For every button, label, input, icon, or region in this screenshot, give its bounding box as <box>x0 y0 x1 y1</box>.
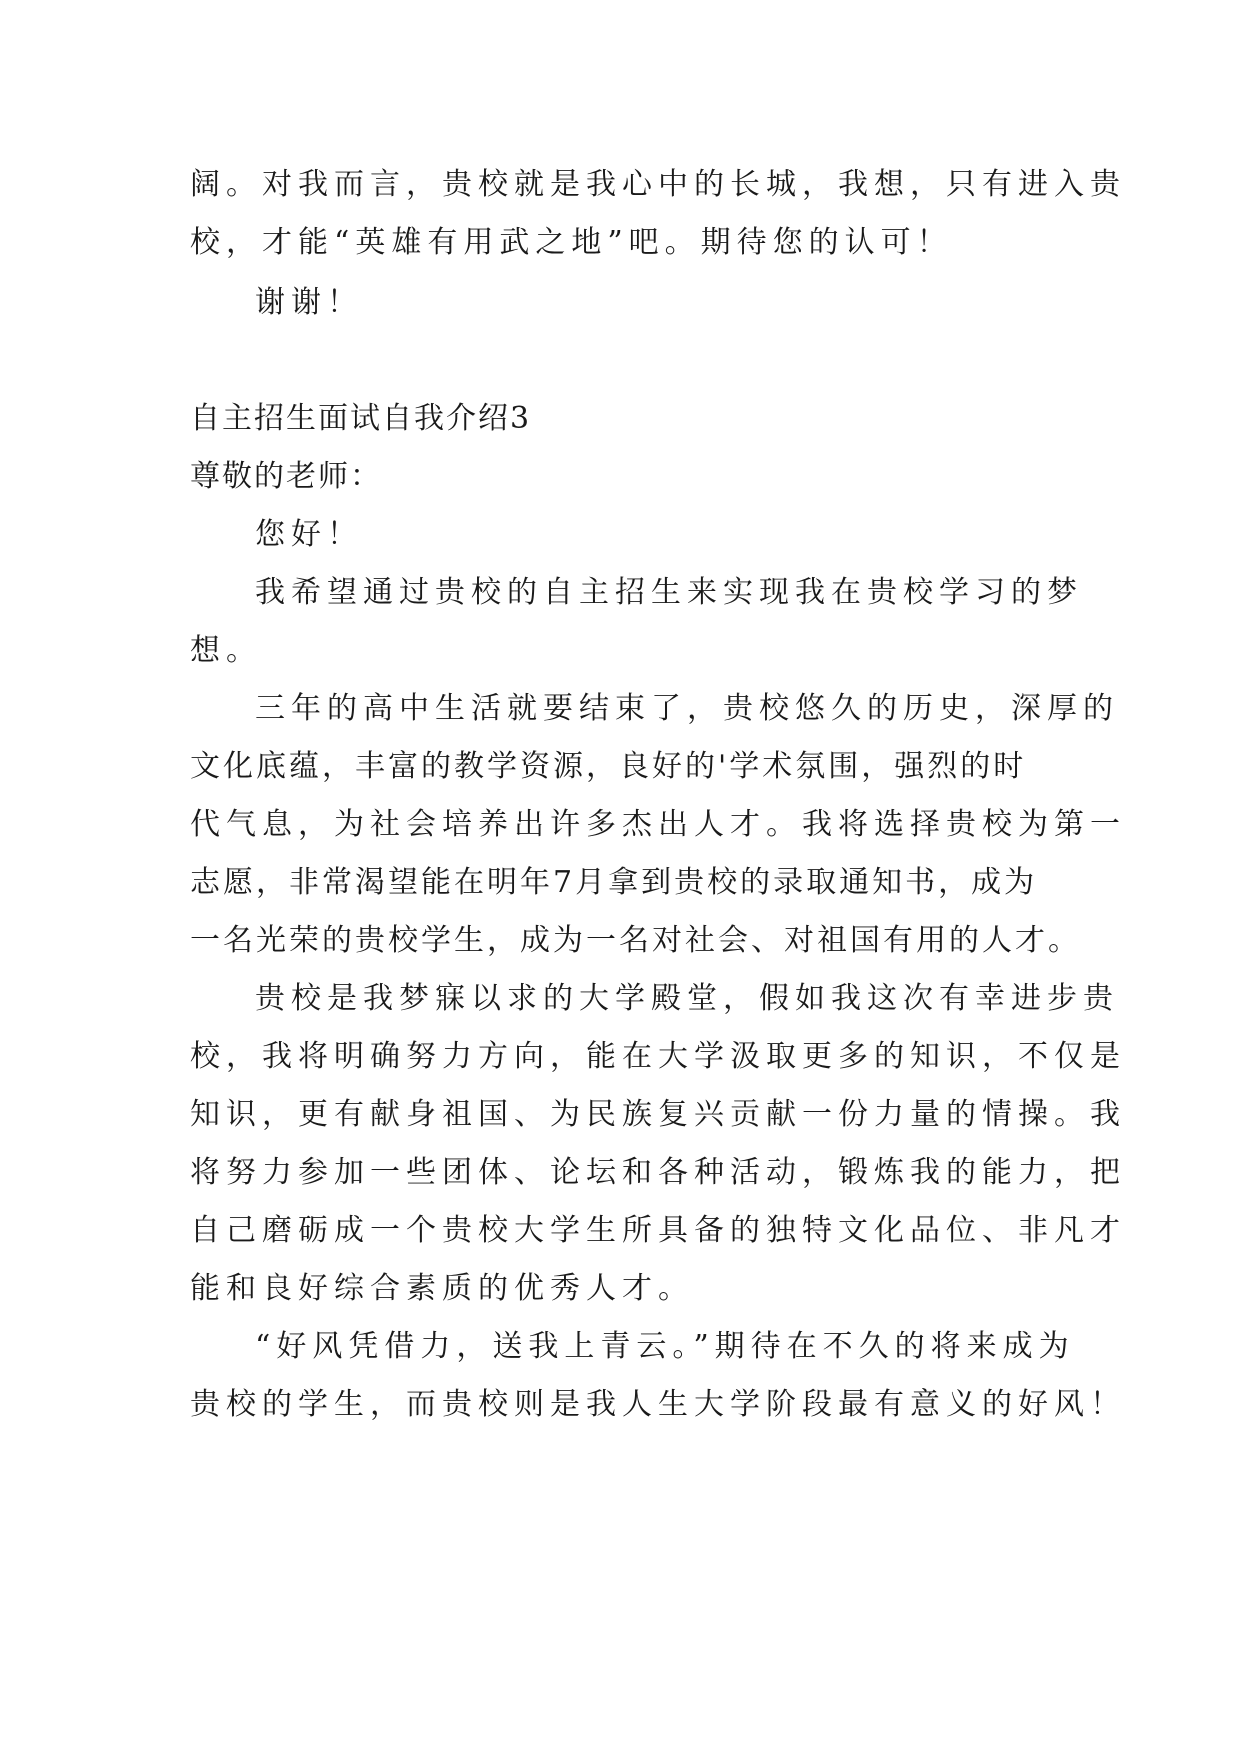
greeting: 您好！ <box>255 517 363 552</box>
paragraph-line: 贵校的学生，而贵校则是我人生大学阶段最有意义的好风！ <box>190 1387 1126 1422</box>
closing-thanks: 谢谢！ <box>255 285 363 320</box>
paragraph-line: 自己磨砺成一个贵校大学生所具备的独特文化品位、非凡才 <box>190 1213 1126 1248</box>
paragraph-line: 代气息，为社会培养出许多杰出人才。我将选择贵校为第一 <box>190 807 1126 842</box>
paragraph-line: “好风凭借力，送我上青云。”期待在不久的将来成为 <box>255 1329 1075 1364</box>
section-heading: 自主招生面试自我介绍3 <box>190 401 532 436</box>
paragraph-line: 校，才能“英雄有用武之地”吧。期待您的认可！ <box>190 225 953 260</box>
paragraph-line: 想。 <box>190 633 262 668</box>
salutation: 尊敬的老师： <box>190 459 382 494</box>
paragraph-line: 志愿，非常渴望能在明年7月拿到贵校的录取通知书，成为 <box>190 865 1038 900</box>
paragraph-line: 贵校是我梦寐以求的大学殿堂，假如我这次有幸进步贵 <box>255 981 1119 1016</box>
paragraph-line: 我希望通过贵校的自主招生来实现我在贵校学习的梦 <box>255 575 1083 610</box>
paragraph-line: 阔。对我而言，贵校就是我心中的长城，我想，只有进入贵 <box>190 167 1126 202</box>
paragraph-line: 校，我将明确努力方向，能在大学汲取更多的知识，不仅是 <box>190 1039 1126 1074</box>
paragraph-line: 一名光荣的贵校学生，成为一名对社会、对祖国有用的人才。 <box>190 923 1081 958</box>
paragraph-line: 文化底蕴，丰富的教学资源，良好的'学术氛围，强烈的时 <box>190 749 1027 784</box>
paragraph-line: 能和良好综合素质的优秀人才。 <box>190 1271 694 1306</box>
paragraph-line: 知识，更有献身祖国、为民族复兴贡献一份力量的情操。我 <box>190 1097 1126 1132</box>
paragraph-line: 三年的高中生活就要结束了，贵校悠久的历史，深厚的 <box>255 691 1119 726</box>
paragraph-line: 将努力参加一些团体、论坛和各种活动，锻炼我的能力，把 <box>190 1155 1126 1190</box>
